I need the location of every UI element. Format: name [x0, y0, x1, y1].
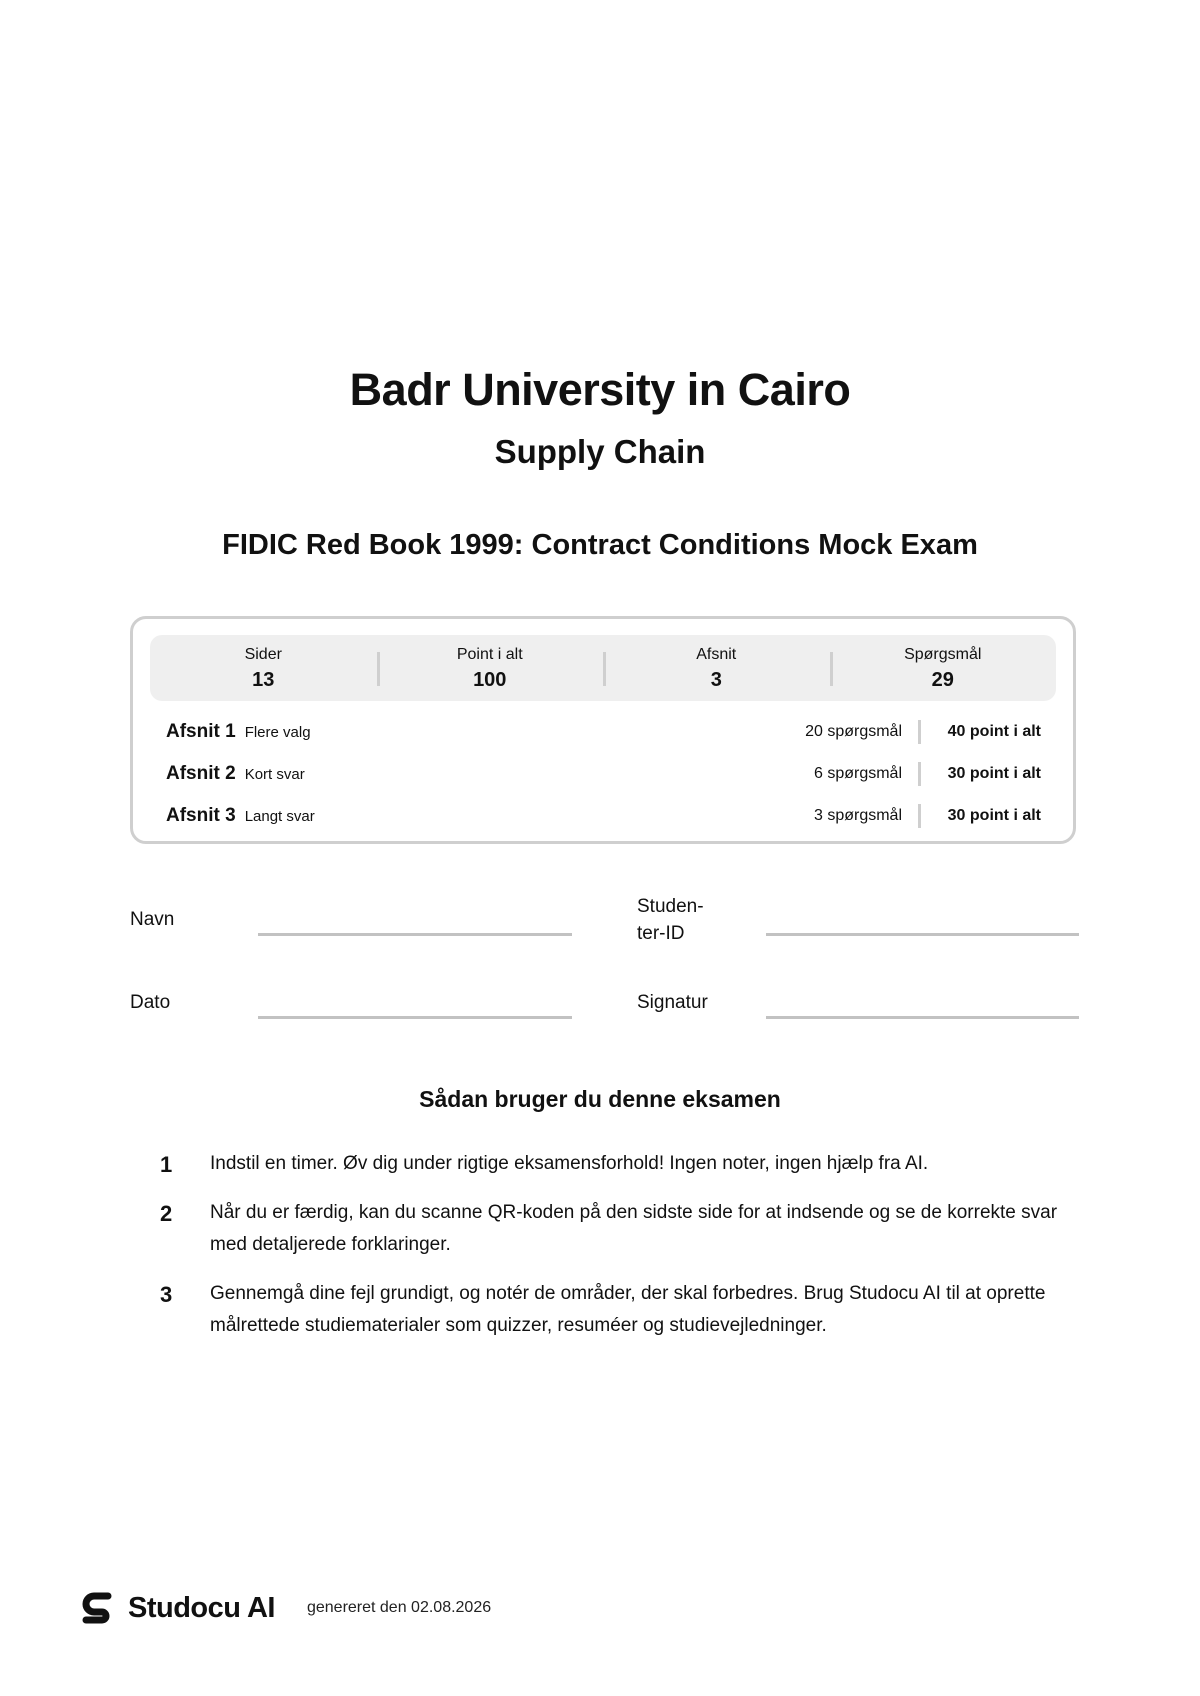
- section-question-count: 20 spørgsmål: [805, 723, 902, 740]
- stat-value: 29: [931, 669, 954, 691]
- stat-pages: [150, 635, 377, 701]
- stat-label: Afsnit: [696, 646, 737, 663]
- university-name: Badr University in Cairo: [349, 364, 851, 415]
- step-text: Når du er færdig, kan du scanne QR-koden på den sidste side for at indsende og se de korrekte svar med detaljerede forklaringer.: [210, 1202, 1058, 1255]
- section-row-1: [166, 717, 1041, 747]
- section-points: 30 point i alt: [947, 765, 1041, 782]
- howto-title: Sådan bruger du denne eksamen: [419, 1086, 781, 1112]
- section-name: Afsnit 1: [166, 721, 236, 742]
- studocu-logo-icon: [80, 1590, 116, 1626]
- section-row-2: [166, 759, 1041, 789]
- stat-questions: [830, 635, 1057, 701]
- stat-label: Sider: [244, 646, 282, 663]
- stat-value: 100: [473, 669, 507, 691]
- step-number: 1: [160, 1152, 173, 1177]
- section-row-3: [166, 801, 1041, 831]
- exam-stats-bar: [150, 635, 1056, 701]
- signature-field[interactable]: [766, 1016, 1079, 1019]
- footer: [80, 1588, 491, 1628]
- section-points: 30 point i alt: [947, 807, 1041, 824]
- student-id-label-line2: ter-ID: [637, 923, 685, 944]
- generated-date: genereret den 02.08.2026: [306, 1599, 492, 1616]
- step-text: Indstil en timer. Øv dig under rigtige eksamensforhold! Ingen noter, ingen hjælp fra AI.: [210, 1153, 929, 1174]
- student-id-field[interactable]: [766, 933, 1079, 936]
- stat-label: Point i alt: [456, 646, 523, 663]
- student-id-label-line1: Studen-: [637, 896, 704, 917]
- date-label: Dato: [130, 992, 171, 1013]
- name-label: Navn: [130, 909, 175, 930]
- course-name: Supply Chain: [494, 433, 706, 470]
- stat-label: Spørgsmål: [904, 646, 982, 663]
- step-number: 2: [160, 1201, 173, 1226]
- section-type: Langt svar: [244, 807, 315, 825]
- section-type: Kort svar: [244, 765, 305, 783]
- section-name: Afsnit 2: [166, 763, 236, 784]
- section-question-count: 6 spørgsmål: [813, 765, 902, 782]
- date-field[interactable]: [258, 1016, 572, 1019]
- exam-title: FIDIC Red Book 1999: Contract Conditions Mock Exam: [222, 529, 978, 561]
- student-id-label: [637, 893, 704, 947]
- section-name: Afsnit 3: [166, 805, 236, 826]
- document-header: [0, 360, 1200, 474]
- section-points: 40 point i alt: [947, 723, 1041, 740]
- step-text: Gennemgå dine fejl grundigt, og notér de områder, der skal forbedres. Brug Studocu AI til at oprette målrettede studiematerialer som quizzer, resuméer og studievejledninger.: [210, 1283, 1046, 1336]
- section-question-count: 3 spørgsmål: [813, 807, 902, 824]
- name-field[interactable]: [258, 933, 572, 936]
- signature-label: Signatur: [637, 992, 708, 1013]
- stat-sections: [603, 635, 830, 701]
- step-number: 3: [160, 1282, 173, 1307]
- stat-value: 13: [252, 669, 275, 691]
- stat-total-points: [377, 635, 604, 701]
- stat-value: 3: [710, 669, 722, 691]
- brand-name: Studocu AI: [128, 1591, 275, 1624]
- exam-summary-box: [130, 616, 1076, 844]
- section-type: Flere valg: [244, 723, 311, 741]
